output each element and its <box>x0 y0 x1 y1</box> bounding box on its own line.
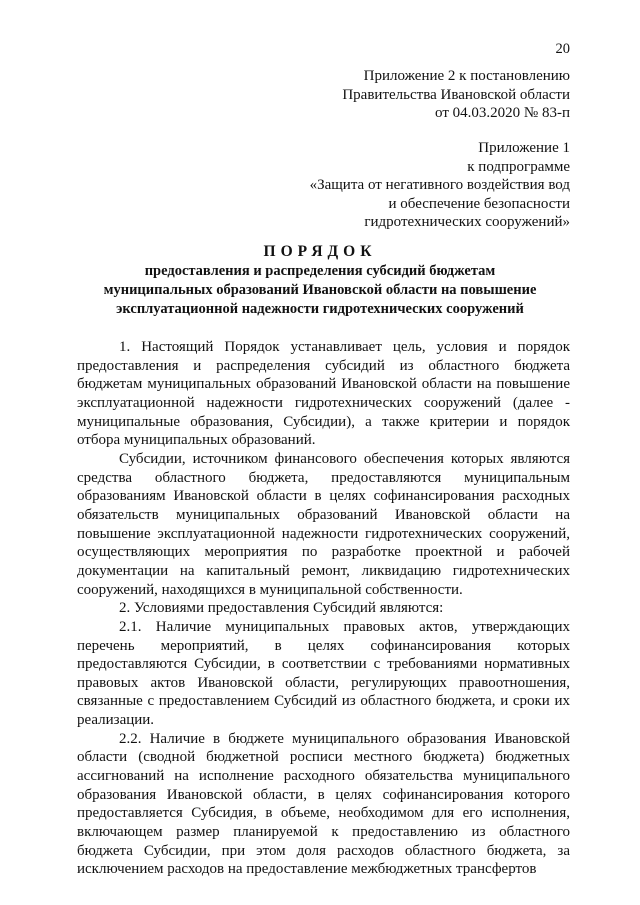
subtitle-line: предоставления и распределения субсидий бюджетам <box>144 263 496 279</box>
document-body <box>77 338 570 879</box>
paragraph-2-1: 2.1. Наличие муниципальных правовых актов, утверждающих перечень мероприятий, в целях софинансирования которых предоставляются Субсидии, в соответствии с требованиями нормативных правовых актов Ивановской области, регулирующих правоотношения, связанные с предоставлением Субсидий из областного бюджета, и сроки их реализации. <box>77 618 570 729</box>
subtitle-line: эксплуатационной надежности гидротехнических сооружений <box>116 301 524 317</box>
document-heading <box>70 242 570 319</box>
document-title: ПОРЯДОК <box>263 243 377 260</box>
annex-2-header <box>342 67 570 123</box>
annex-1-line: и обеспечение безопасности <box>388 195 570 212</box>
subtitle-line: муниципальных образований Ивановской области на повышение <box>103 282 537 298</box>
annex-2-line: Правительства Ивановской области <box>342 86 570 103</box>
annex-2-line: Приложение 2 к постановлению <box>363 68 570 84</box>
annex-1-line: «Защита от негативного воздействия вод <box>309 177 570 194</box>
annex-1-line: гидротехнических сооружений» <box>364 214 570 231</box>
annex-2-line: от 04.03.2020 № 83-п <box>435 105 570 122</box>
paragraph-2-2: 2.2. Наличие в бюджете муниципального образования Ивановской области (сводной бюджетной росписи местного бюджета) бюджетных ассигнований на исполнение расходного обязательства муниципального образования Ивановской области, в целях софинансирования которого предоставляется Субсидия, в объеме, необходимом для его исполнения, включающем размер планируемой к предоставлению из областного бюджета Субсидии, при этом доля расходов областного бюджета, за исключением расходов на предоставление межбюджетных трансфертов <box>77 730 570 878</box>
annex-1-line: Приложение 1 <box>478 140 570 156</box>
annex-1-header <box>310 139 570 232</box>
page-number: 20 <box>555 41 570 57</box>
paragraph-2: 2. Условиями предоставления Субсидий являются: <box>119 600 444 617</box>
paragraph-1: 1. Настоящий Порядок устанавливает цель, условия и порядок предоставления и распределения субсидий из областного бюджета бюджетам муниципальных образований Ивановской области на повышение эксплуатационной надежности гидротехнических сооружений (далее - муниципальные образования, Субсидии), а также критерии и порядок отбора муниципальных образований. <box>77 339 570 449</box>
paragraph-subsidies: Субсидии, источником финансового обеспечения которых являются средства областного бюджета, предоставляются муниципальным образованиям Ивановской области в целях софинансирования расходных обязательств муниципальных образований Ивановской области на повышение эксплуатационной надежности гидротехнических сооружений, осуществляющих мероприятия по разработке проектной и рабочей документации на капитальный ремонт, ликвидацию гидротехнических сооружений, находящихся в муниципальной собственности. <box>77 450 570 598</box>
document-subtitle <box>70 262 570 319</box>
annex-1-line: к подпрограмме <box>467 158 570 175</box>
